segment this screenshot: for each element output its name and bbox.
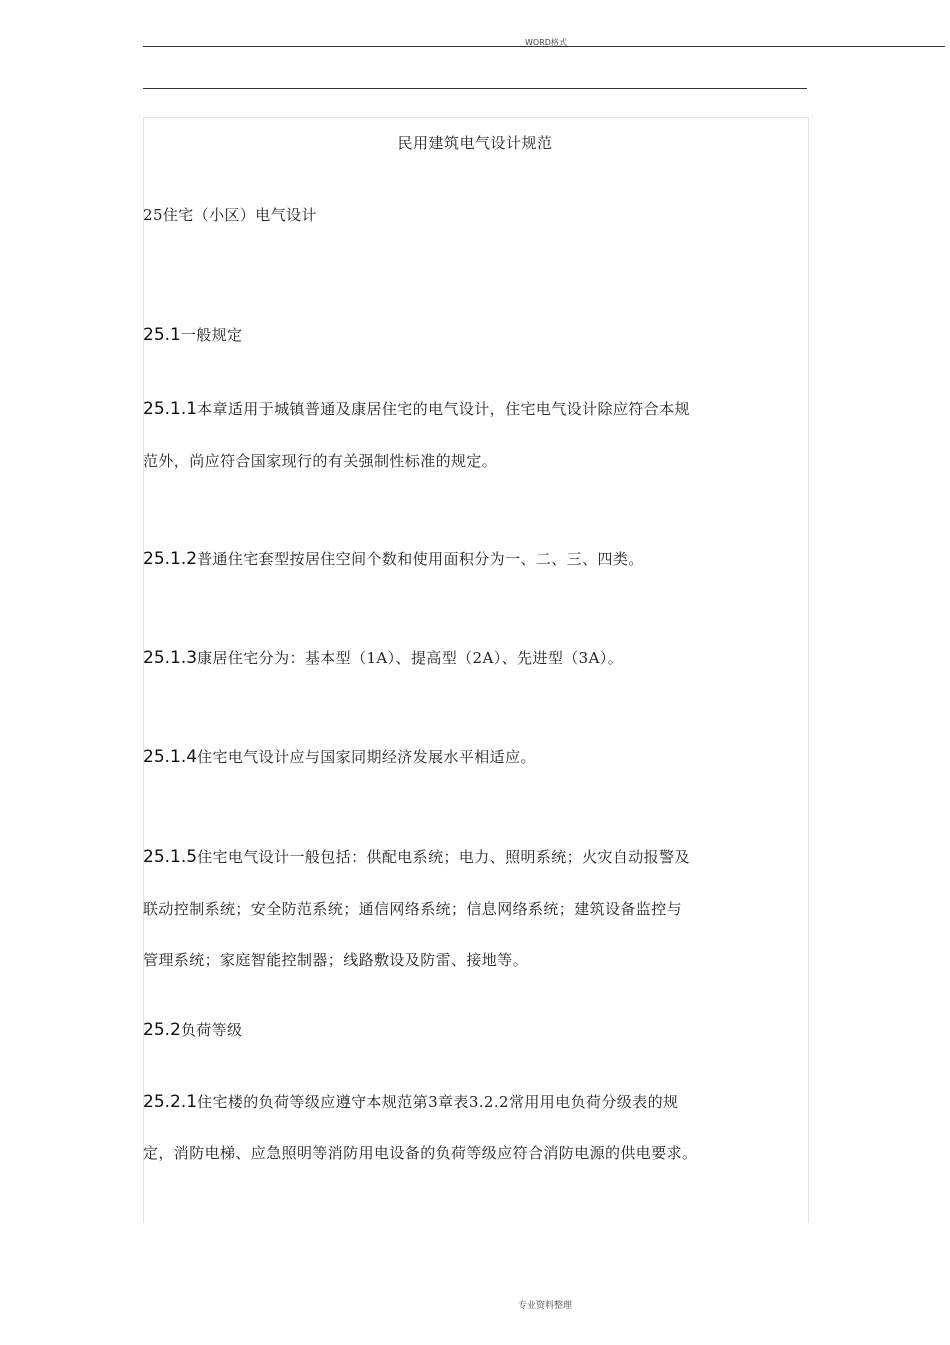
section-number: 25.2	[143, 1020, 181, 1040]
clause-25-1-1-line1	[143, 398, 690, 419]
section-text: 一般规定	[180, 326, 243, 344]
document-title: 民用建筑电气设计规范	[397, 134, 553, 152]
clause-text: 住宅电气设计应与国家同期经济发展水平相适应。	[197, 748, 536, 766]
clause-25-2-1-line1	[143, 1091, 678, 1112]
clause-25-1-4	[143, 746, 536, 767]
clause-text: 康居住宅分为：基本型（1A）、提高型（2A）、先进型（3A）。	[197, 649, 624, 667]
clause-25-1-5-line3: 管理系统；家庭智能控制器；线路敷设及防雷、接地等。	[143, 951, 529, 969]
clause-number: 25.1.1	[143, 399, 198, 419]
clause-number: 25.2.1	[143, 1092, 198, 1112]
section-number: 25.1	[143, 325, 181, 345]
clause-25-1-5-line2: 联动控制系统；安全防范系统；通信网络系统；信息网络系统；建筑设备监控与	[143, 900, 683, 918]
clause-25-1-1-line2: 范外，尚应符合国家现行的有关强制性标准的规定。	[143, 452, 498, 470]
document-divider	[143, 88, 807, 89]
chapter-heading: 25住宅（小区）电气设计	[143, 206, 317, 224]
section-text: 负荷等级	[180, 1021, 243, 1039]
section-25-1	[143, 324, 242, 345]
clause-25-1-2	[143, 548, 644, 569]
clause-number: 25.1.5	[143, 847, 198, 867]
clause-text: 住宅电气设计一般包括：供配电系统；电力、照明系统；火灾自动报警及	[197, 848, 690, 866]
clause-25-2-1-line2: 定，消防电梯、应急照明等消防用电设备的负荷等级应符合消防电源的供电要求。	[143, 1144, 698, 1162]
page-header-label: WORD格式	[525, 38, 567, 47]
section-25-2	[143, 1019, 242, 1040]
clause-number: 25.1.3	[143, 648, 198, 668]
content-frame	[143, 117, 809, 1223]
clause-text: 普通住宅套型按居住空间个数和使用面积分为一、二、三、四类。	[197, 550, 644, 568]
header-rule	[143, 46, 945, 47]
clause-number: 25.1.4	[143, 747, 198, 767]
page-footer-label: 专业资料整理	[518, 1301, 573, 1311]
clause-25-1-3	[143, 647, 623, 668]
clause-number: 25.1.2	[143, 549, 198, 569]
clause-text: 本章适用于城镇普通及康居住宅的电气设计，住宅电气设计除应符合本规	[197, 400, 690, 418]
clause-text: 住宅楼的负荷等级应遵守本规范第3章表3.2.2常用用电负荷分级表的规	[197, 1093, 679, 1111]
clause-25-1-5-line1	[143, 846, 690, 867]
